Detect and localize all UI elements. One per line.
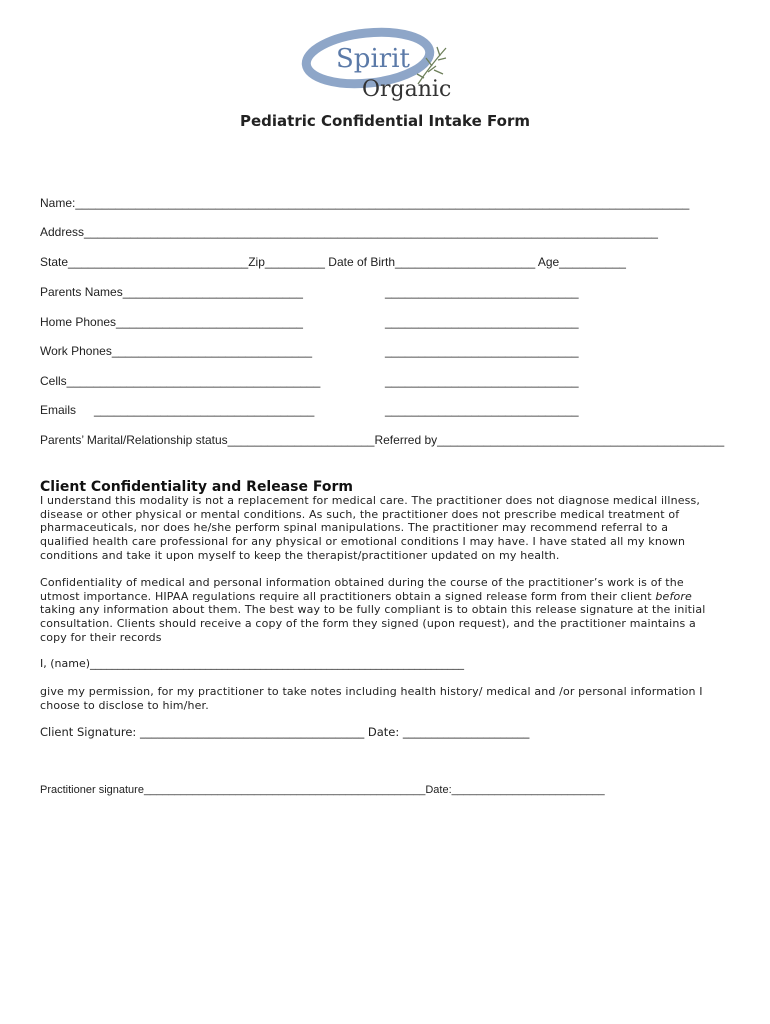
parents-names-field[interactable]: Parents Names___________________________: [40, 285, 303, 299]
release-paragraph-2-part-2: taking any information about them. The best way to be fully compliant is to obtain this release signature at the initial consultation. Clients should receive a copy of the form they signed (upon request), and the practitioner maintains a copy for their records: [40, 603, 706, 644]
parents-names-field-2[interactable]: _____________________________: [385, 285, 579, 299]
marital-status-field[interactable]: Parents’ Marital/Relationship status______________________: [40, 433, 375, 447]
referred-by-field[interactable]: Referred by___________________________________________: [374, 433, 725, 447]
address-field[interactable]: Address______________________________________________________________________________________: [40, 225, 658, 239]
work-phones-field-2[interactable]: _____________________________: [385, 344, 579, 358]
emails-label: Emails: [40, 403, 77, 417]
emails-field-2[interactable]: _____________________________: [385, 403, 579, 417]
marital-referred-row: [40, 433, 724, 447]
practitioner-signature-row: [40, 784, 605, 796]
practitioner-signature-field[interactable]: Practitioner signature______________________________________________: [40, 784, 426, 796]
zip-field[interactable]: Zip_________: [248, 255, 325, 269]
cells-field-2[interactable]: _____________________________: [385, 374, 579, 388]
release-paragraph-2-part-1: Confidentiality of medical and personal information obtained during the course of the practitioner’s work is of the utmost importance. HIPAA regulations require all practitioners obtain a signed release form from their client: [40, 576, 684, 603]
state-field[interactable]: State___________________________: [40, 255, 249, 269]
age-field[interactable]: Age__________: [537, 255, 626, 269]
form-title: Pediatric Confidential Intake Form: [240, 112, 530, 130]
home-phones-field-2[interactable]: _____________________________: [385, 315, 579, 329]
spirit-organic-logo: [300, 26, 460, 106]
release-paragraph-2-emphasis: before: [655, 589, 692, 603]
client-signature-field[interactable]: Client Signature: _______________________________________: [40, 725, 365, 739]
name-field[interactable]: Name:____________________________________________________________________________________________: [40, 196, 690, 210]
cells-field[interactable]: Cells______________________________________: [40, 374, 321, 388]
logo-text-spirit: Spirit: [336, 44, 410, 74]
release-paragraph-2: [40, 576, 720, 645]
client-signature-row: [40, 725, 529, 739]
dob-field[interactable]: Date of Birth_____________________: [328, 255, 536, 269]
client-name-field[interactable]: I, (name)____________________________________________________________________: [40, 657, 465, 670]
practitioner-date-field[interactable]: Date:_________________________: [425, 784, 605, 796]
work-phones-field[interactable]: Work Phones______________________________: [40, 344, 313, 358]
release-paragraph-1: I understand this modality is not a replacement for medical care. The practitioner does not diagnose medical illness, disease or other physical or mental conditions. As such, the practitioner does not prescribe medical treatment of pharmaceuticals, nor does he/she perform spinal manipulations. The practitioner may recommend referral to a qualified health care professional for any physical or emotional conditions I may have. I have stated all my known conditions and take it upon myself to keep the therapist/practitioner updated on my health.: [40, 494, 701, 562]
client-date-field[interactable]: Date: ______________________: [367, 725, 530, 739]
home-phones-field[interactable]: Home Phones____________________________: [40, 315, 303, 329]
logo-text-organic: Organic: [362, 77, 452, 102]
release-heading: Client Confidentiality and Release Form: [40, 479, 353, 495]
permission-statement: give my permission, for my practitioner to take notes including health history/ medical and /or personal information I choose to disclose to him/her.: [40, 685, 703, 712]
emails-field[interactable]: _________________________________: [94, 403, 315, 417]
state-zip-dob-age-row: [40, 255, 626, 269]
